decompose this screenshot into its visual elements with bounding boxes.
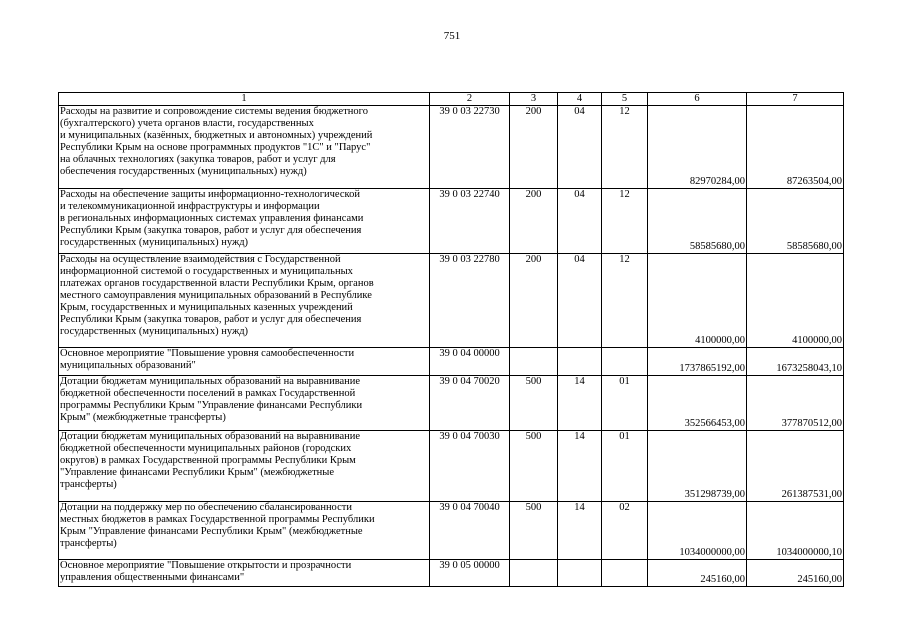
row-col3: 500 bbox=[510, 431, 558, 502]
budget-table bbox=[58, 92, 844, 587]
table-row bbox=[59, 106, 844, 189]
row-amount-2: 4100000,00 bbox=[747, 254, 844, 348]
table-row bbox=[59, 376, 844, 431]
header-cell: 2 bbox=[430, 93, 510, 106]
row-description: Основное мероприятие "Повышение уровня самообеспеченности муниципальных образований" bbox=[59, 348, 430, 376]
row-col4: 14 bbox=[558, 431, 602, 502]
row-code: 39 0 03 22780 bbox=[430, 254, 510, 348]
row-description: Расходы на осуществление взаимодействия с Государственной информационной системой о государственных и муниципальных платежах органов государственной власти Республики Крым, органов местного самоуправления муниципальных образований в Республике Крым, государственных и муниципальных казенных учреждений Республики Крым (закупка товаров, работ и услуг для обеспечения государственных (муниципальных) нужд) bbox=[59, 254, 430, 348]
row-col5: 02 bbox=[602, 502, 648, 560]
row-code: 39 0 04 70030 bbox=[430, 431, 510, 502]
table-row bbox=[59, 254, 844, 348]
row-col3: 200 bbox=[510, 106, 558, 189]
row-col5: 12 bbox=[602, 106, 648, 189]
row-col5: 01 bbox=[602, 431, 648, 502]
table-row bbox=[59, 348, 844, 376]
row-col3: 200 bbox=[510, 254, 558, 348]
row-col5: 12 bbox=[602, 189, 648, 254]
header-cell: 5 bbox=[602, 93, 648, 106]
row-col3: 200 bbox=[510, 189, 558, 254]
row-description: Основное мероприятие "Повышение открытости и прозрачности управления общественными финансами" bbox=[59, 560, 430, 587]
row-amount-1: 58585680,00 bbox=[648, 189, 747, 254]
row-amount-1: 4100000,00 bbox=[648, 254, 747, 348]
row-col3 bbox=[510, 560, 558, 587]
row-col5: 01 bbox=[602, 376, 648, 431]
row-amount-1: 245160,00 bbox=[648, 560, 747, 587]
row-description: Дотации на поддержку мер по обеспечению сбалансированности местных бюджетов в рамках Государственной программы Республики Крым "Управление финансами Республики Крым" (межбюджетные трансферты) bbox=[59, 502, 430, 560]
row-col3 bbox=[510, 348, 558, 376]
row-amount-2: 87263504,00 bbox=[747, 106, 844, 189]
row-amount-1: 351298739,00 bbox=[648, 431, 747, 502]
row-amount-1: 1737865192,00 bbox=[648, 348, 747, 376]
row-col5 bbox=[602, 348, 648, 376]
row-code: 39 0 03 22730 bbox=[430, 106, 510, 189]
row-description: Дотации бюджетам муниципальных образований на выравнивание бюджетной обеспеченности поселений в рамках Государственной программы Республики Крым "Управление финансами Республики Крым" (межбюджетные трансферты) bbox=[59, 376, 430, 431]
header-cell: 1 bbox=[59, 93, 430, 106]
table-header-row bbox=[59, 93, 844, 106]
row-amount-1: 352566453,00 bbox=[648, 376, 747, 431]
row-amount-2: 245160,00 bbox=[747, 560, 844, 587]
row-col4 bbox=[558, 348, 602, 376]
row-code: 39 0 04 70040 bbox=[430, 502, 510, 560]
row-amount-2: 58585680,00 bbox=[747, 189, 844, 254]
row-amount-2: 1034000000,10 bbox=[747, 502, 844, 560]
row-amount-2: 261387531,00 bbox=[747, 431, 844, 502]
page-number: 751 bbox=[443, 30, 461, 42]
table-row bbox=[59, 431, 844, 502]
header-cell: 3 bbox=[510, 93, 558, 106]
row-code: 39 0 05 00000 bbox=[430, 560, 510, 587]
row-amount-1: 1034000000,00 bbox=[648, 502, 747, 560]
table-row bbox=[59, 189, 844, 254]
row-col4: 04 bbox=[558, 254, 602, 348]
header-cell: 7 bbox=[747, 93, 844, 106]
row-col4: 04 bbox=[558, 106, 602, 189]
header-cell: 4 bbox=[558, 93, 602, 106]
row-col4 bbox=[558, 560, 602, 587]
header-cell: 6 bbox=[648, 93, 747, 106]
row-code: 39 0 04 70020 bbox=[430, 376, 510, 431]
row-description: Расходы на развитие и сопровождение системы ведения бюджетного (бухгалтерского) учета органов власти, государственных и муниципальных (казённых, бюджетных и автономных) учреждений Республики Крым на основе программных продуктов "1С" и "Парус" на облачных технологиях (закупка товаров, работ и услуг для обеспечения государственных (муниципальных) нужд) bbox=[59, 106, 430, 189]
row-col4: 04 bbox=[558, 189, 602, 254]
row-amount-2: 377870512,00 bbox=[747, 376, 844, 431]
row-col5: 12 bbox=[602, 254, 648, 348]
row-code: 39 0 03 22740 bbox=[430, 189, 510, 254]
row-amount-2: 1673258043,10 bbox=[747, 348, 844, 376]
row-col5 bbox=[602, 560, 648, 587]
row-code: 39 0 04 00000 bbox=[430, 348, 510, 376]
row-description: Дотации бюджетам муниципальных образований на выравнивание бюджетной обеспеченности муниципальных районов (городских округов) в рамках Государственной программы Республики Крым "Управление финансами Республики Крым" (межбюджетные трансферты) bbox=[59, 431, 430, 502]
row-col4: 14 bbox=[558, 376, 602, 431]
row-description: Расходы на обеспечение защиты информационно-технологической и телекоммуникационной инфраструктуры и информации в региональных информационных системах управления финансами Республики Крым (закупка товаров, работ и услуг для обеспечения государственных (муниципальных) нужд) bbox=[59, 189, 430, 254]
row-col3: 500 bbox=[510, 502, 558, 560]
table-row bbox=[59, 502, 844, 560]
table-row bbox=[59, 560, 844, 587]
row-col3: 500 bbox=[510, 376, 558, 431]
row-col4: 14 bbox=[558, 502, 602, 560]
row-amount-1: 82970284,00 bbox=[648, 106, 747, 189]
